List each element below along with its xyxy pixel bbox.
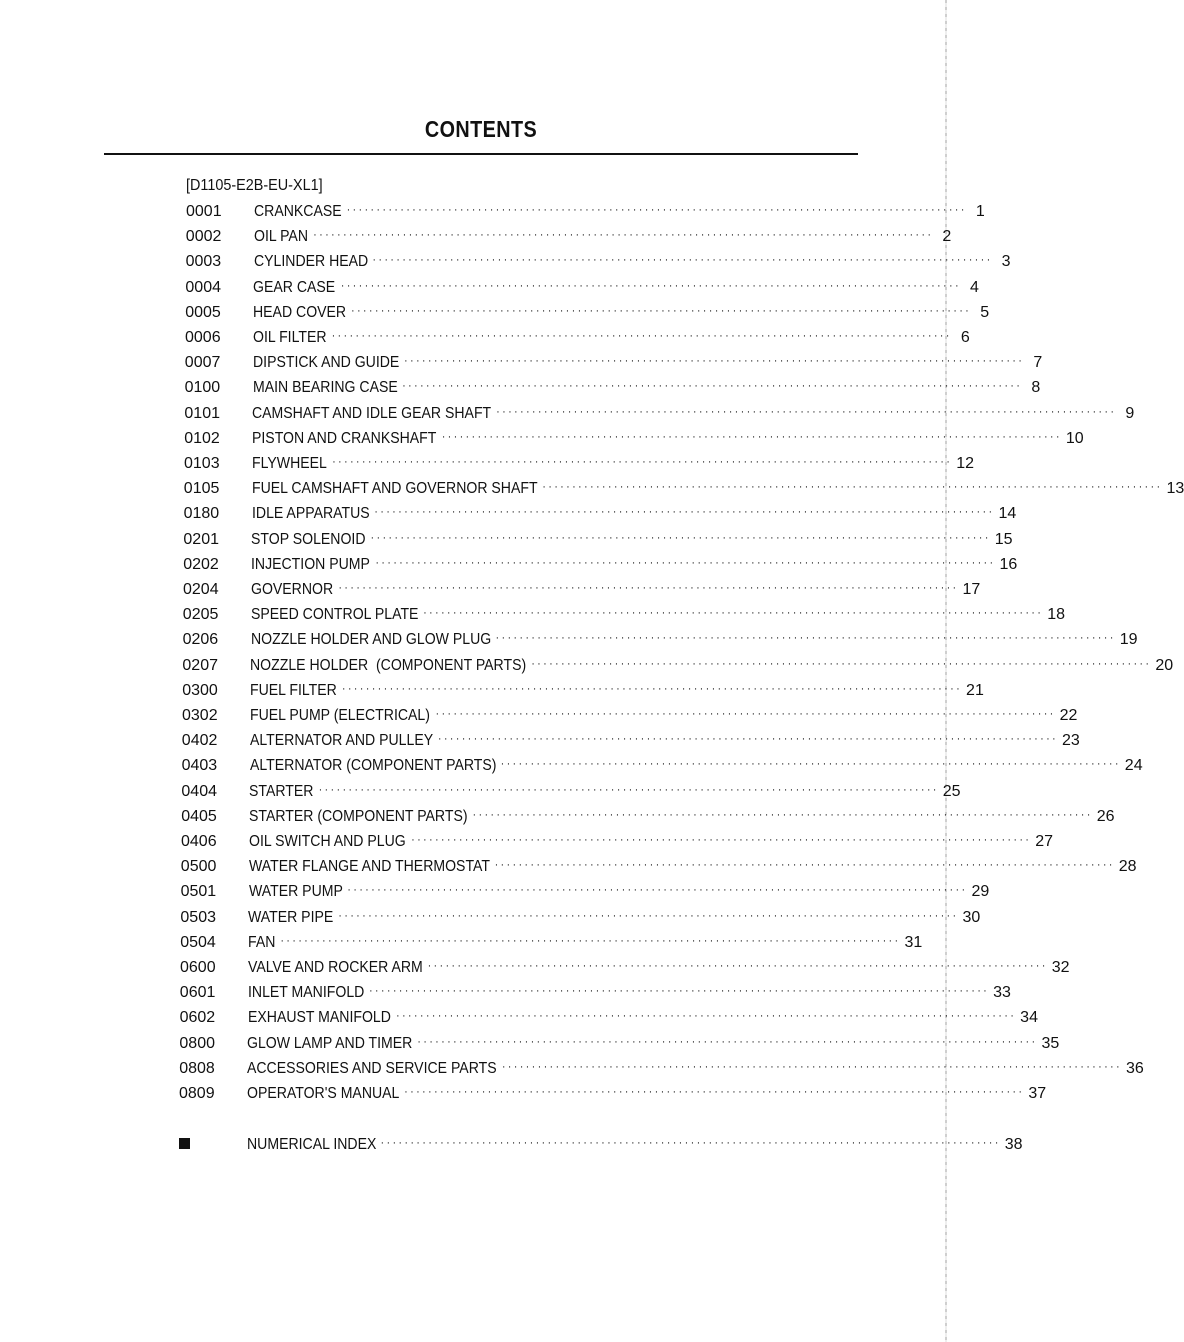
entry-page: 27 — [1035, 833, 1054, 850]
entry-label: GOVERNOR — [251, 581, 334, 598]
entry-label: GLOW LAMP AND TIMER — [247, 1034, 413, 1052]
entry-leader — [250, 732, 1062, 750]
leader-dots: ········································································································ — [500, 758, 1121, 771]
entry-leader — [251, 556, 999, 574]
entry-code: 0005 — [185, 303, 221, 321]
leader-dots: ········································································································ — [347, 884, 968, 897]
entry-page: 4 — [970, 278, 979, 296]
entry-code: 0501 — [180, 883, 217, 901]
entry-code: 0201 — [183, 530, 219, 548]
toc-entry — [183, 530, 1013, 553]
entry-leader — [254, 203, 971, 221]
page-title: CONTENTS — [424, 116, 538, 142]
toc-entry — [179, 1085, 1047, 1107]
entry-page: 30 — [962, 908, 981, 926]
entry-code: 0402 — [181, 732, 218, 750]
entry-leader — [251, 531, 994, 549]
entry-code: 0404 — [181, 782, 217, 800]
entry-label: VALVE AND ROCKER ARM — [248, 959, 423, 976]
leader-dots: ········································································································ — [496, 405, 1117, 418]
black-square-bullet-icon — [179, 1138, 190, 1149]
entry-page: 24 — [1124, 757, 1143, 775]
entry-page: 18 — [1047, 606, 1066, 624]
entry-leader — [250, 657, 1155, 675]
toc-entry — [182, 606, 1066, 628]
leader-dots: ········································································································ — [427, 960, 1048, 972]
entry-label: OIL PAN — [253, 228, 308, 246]
leader-dots: ········································································································ — [338, 582, 959, 594]
entry-page: 33 — [993, 984, 1011, 1002]
entry-label: ALTERNATOR AND PULLEY — [249, 732, 433, 750]
entry-leader — [253, 279, 965, 297]
entry-page: 2 — [942, 228, 952, 246]
entry-page: 15 — [994, 530, 1013, 548]
toc-entry — [179, 1059, 1144, 1082]
entry-page: 19 — [1119, 631, 1138, 649]
entry-leader — [252, 455, 956, 473]
entry-page: 31 — [904, 933, 923, 951]
entry-page: 20 — [1155, 656, 1174, 674]
entry-page: 35 — [1041, 1034, 1060, 1052]
entry-code: 0001 — [186, 203, 222, 220]
entry-page: 14 — [998, 505, 1017, 523]
leader-dots: ········································································································ — [380, 1137, 1001, 1149]
entry-label: FUEL PUMP (ELECTRICAL) — [250, 707, 430, 724]
toc-entry — [181, 833, 1054, 855]
leader-dots: ········································································································ — [338, 909, 959, 922]
entry-leader — [247, 1060, 1126, 1078]
index-label: NUMERICAL INDEX — [246, 1136, 376, 1153]
entry-code: 0808 — [179, 1059, 215, 1077]
entry-page: 3 — [1001, 253, 1011, 271]
toc-entry — [180, 883, 990, 905]
entry-page: 7 — [1033, 354, 1043, 372]
toc-entry — [181, 807, 1115, 830]
title-rule — [104, 153, 858, 155]
entry-leader — [250, 682, 966, 700]
index-bullet — [179, 1136, 247, 1154]
toc-entry — [179, 1034, 1060, 1057]
toc-entry — [179, 1009, 1038, 1031]
entry-code: 0405 — [181, 807, 217, 825]
leader-dots: ········································································································ — [404, 355, 1025, 368]
entry-code: 0403 — [181, 757, 218, 775]
entry-label: EXHAUST MANIFOLD — [247, 1009, 391, 1027]
entry-label: OPERATOR'S MANUAL — [247, 1085, 400, 1102]
leader-dots: ········································································································ — [332, 456, 953, 468]
entry-code: 0504 — [180, 933, 216, 951]
entry-leader — [253, 379, 1027, 397]
toc-entry — [184, 404, 1135, 427]
entry-code: 0202 — [183, 555, 219, 573]
leader-dots: ········································································································ — [495, 632, 1116, 645]
entry-label: NOZZLE HOLDER AND GLOW PLUG — [250, 631, 491, 649]
entry-page: 21 — [966, 681, 984, 699]
entry-code: 0601 — [179, 984, 216, 1002]
entry-code: 0103 — [184, 455, 220, 472]
leader-dots: ········································································································ — [437, 733, 1059, 746]
entry-code: 0302 — [182, 707, 218, 724]
entry-label: WATER FLANGE AND THERMOSTAT — [248, 858, 490, 876]
leader-dots: ········································································································ — [441, 430, 1062, 443]
index-page: 38 — [1004, 1136, 1023, 1153]
leader-dots: ········································································································ — [494, 859, 1115, 872]
entry-code: 0204 — [183, 581, 219, 598]
entry-page: 32 — [1051, 959, 1070, 976]
entry-leader — [248, 1009, 1021, 1027]
entry-leader — [254, 253, 997, 271]
entry-label: WATER PUMP — [248, 883, 343, 901]
entry-label: OIL FILTER — [253, 329, 327, 346]
entry-page: 25 — [942, 782, 961, 800]
entry-page: 37 — [1028, 1085, 1047, 1102]
toc-entry — [185, 278, 979, 301]
toc-entry — [185, 253, 1011, 275]
entry-code: 0105 — [183, 480, 220, 498]
toc-entry — [185, 329, 970, 351]
entry-code: 0600 — [180, 959, 216, 976]
entry-label: GEAR CASE — [253, 278, 336, 296]
entry-page: 8 — [1031, 379, 1041, 397]
toc-entry — [183, 555, 1018, 578]
entry-leader — [247, 1085, 1028, 1103]
leader-dots: ········································································································ — [531, 657, 1152, 670]
entry-label: STARTER (COMPONENT PARTS) — [249, 807, 468, 825]
leader-dots: ········································································································ — [368, 985, 990, 998]
entry-leader — [251, 631, 1120, 649]
entry-label: IDLE APPARATUS — [251, 505, 370, 523]
entry-leader — [253, 354, 1028, 372]
toc-entry — [183, 505, 1017, 527]
entry-label: CYLINDER HEAD — [253, 253, 368, 271]
entry-leader — [249, 808, 1097, 826]
entry-code: 0500 — [180, 858, 217, 876]
entry-label: FAN — [248, 933, 276, 951]
entry-page: 22 — [1059, 707, 1078, 724]
entry-label: ALTERNATOR (COMPONENT PARTS) — [249, 757, 497, 775]
toc-entry — [184, 455, 975, 477]
entry-page: 6 — [960, 329, 970, 346]
entry-code: 0007 — [184, 354, 221, 372]
entry-label: CRANKCASE — [254, 203, 342, 220]
toc-entry — [185, 303, 990, 326]
entry-page: 9 — [1125, 404, 1135, 422]
entry-leader — [252, 480, 1167, 498]
toc-entry — [180, 908, 981, 931]
toc-entry — [184, 429, 1084, 452]
entry-code: 0101 — [184, 404, 220, 422]
entry-leader — [253, 304, 975, 322]
toc-entry — [181, 732, 1080, 754]
entry-label: PISTON AND CRANKSHAFT — [252, 429, 437, 447]
entry-leader — [249, 783, 942, 801]
leader-dots: ········································································································ — [542, 481, 1163, 494]
entry-page: 13 — [1166, 480, 1184, 498]
entry-page: 10 — [1065, 429, 1084, 447]
entry-leader — [248, 959, 1052, 977]
entry-leader — [252, 430, 1066, 448]
leader-dots: ········································································································ — [404, 1086, 1025, 1098]
entry-leader — [248, 934, 904, 952]
toc-entry — [184, 354, 1043, 376]
entry-page: 28 — [1118, 858, 1137, 876]
leader-dots: ········································································································ — [396, 1010, 1017, 1023]
entry-code: 0006 — [185, 329, 221, 346]
entry-label: WATER PIPE — [248, 908, 334, 926]
entry-leader — [248, 984, 993, 1002]
entry-page: 17 — [962, 581, 981, 598]
entry-page: 5 — [980, 303, 990, 321]
leader-dots: ········································································································ — [341, 682, 963, 695]
entry-page: 23 — [1062, 732, 1080, 750]
entry-code: 0100 — [184, 379, 221, 397]
toc-entry — [186, 203, 985, 225]
toc-entry — [182, 681, 984, 704]
entry-label: STOP SOLENOID — [251, 530, 366, 548]
toc-entry — [182, 656, 1174, 679]
leader-dots: ········································································································ — [372, 254, 993, 267]
leader-dots: ········································································································ — [313, 229, 934, 242]
entry-leader — [249, 833, 1035, 851]
toc-entry — [179, 984, 1011, 1006]
leader-dots: ········································································································ — [423, 607, 1044, 620]
toc-entry — [180, 933, 923, 956]
entry-code: 0300 — [182, 681, 218, 699]
entry-code: 0503 — [180, 908, 216, 926]
toc-entry — [183, 480, 1184, 502]
toc-entry — [184, 379, 1041, 401]
entry-leader — [254, 228, 938, 246]
entry-page: 36 — [1126, 1059, 1144, 1077]
entry-code: 0002 — [185, 228, 222, 246]
toc-entry — [181, 782, 961, 805]
toc-entry — [185, 228, 952, 250]
entry-label: FUEL FILTER — [250, 681, 338, 699]
entry-leader — [251, 581, 963, 599]
leader-dots: ········································································································ — [280, 934, 901, 947]
leader-dots: ········································································································ — [350, 304, 972, 317]
entry-code: 0205 — [182, 606, 219, 624]
entry-page: 34 — [1020, 1009, 1038, 1027]
entry-label: INLET MANIFOLD — [247, 984, 365, 1002]
leader-dots: ········································································································ — [346, 204, 967, 216]
entry-leader — [251, 606, 1047, 624]
entry-leader — [250, 757, 1125, 775]
entry-label: STARTER — [249, 782, 314, 800]
entry-code: 0207 — [182, 656, 218, 674]
entry-label: SPEED CONTROL PLATE — [250, 606, 419, 624]
entry-leader — [249, 883, 972, 901]
entry-label: NOZZLE HOLDER (COMPONENT PARTS) — [250, 656, 527, 674]
leader-dots: ········································································································ — [331, 330, 952, 342]
entry-label: INJECTION PUMP — [251, 555, 371, 573]
entry-code: 0102 — [184, 429, 220, 447]
entry-page: 16 — [999, 555, 1018, 573]
entry-leader — [250, 707, 1060, 725]
leader-dots: ········································································································ — [402, 380, 1023, 393]
entry-page: 26 — [1096, 807, 1115, 825]
leader-dots: ········································································································ — [318, 783, 939, 796]
entry-code: 0602 — [179, 1009, 216, 1027]
entry-leader — [247, 1136, 1005, 1154]
entry-code: 0406 — [181, 833, 217, 850]
toc-entry — [181, 757, 1143, 779]
entry-code: 0004 — [185, 278, 221, 296]
entry-code: 0180 — [183, 505, 220, 523]
entry-code: 0206 — [182, 631, 219, 649]
toc-entry — [180, 959, 1070, 981]
numerical-index-entry — [179, 1136, 1023, 1158]
leader-dots: ········································································································ — [374, 506, 995, 519]
leader-dots: ········································································································ — [340, 279, 961, 292]
entry-label: MAIN BEARING CASE — [252, 379, 398, 397]
toc-entry — [183, 581, 981, 603]
entry-page: 29 — [971, 883, 990, 901]
toc-entry — [182, 707, 1078, 729]
leader-dots: ········································································································ — [375, 556, 996, 569]
model-designation: [D1105-E2B-EU-XL1] — [186, 177, 323, 194]
entry-page: 1 — [975, 203, 985, 220]
entry-leader — [253, 329, 956, 347]
toc-entry — [180, 858, 1137, 880]
entry-code: 0809 — [179, 1085, 215, 1102]
entry-leader — [247, 1035, 1041, 1053]
leader-dots: ········································································································ — [435, 708, 1056, 720]
entry-label: ACCESSORIES AND SERVICE PARTS — [247, 1059, 497, 1077]
entry-code: 0800 — [179, 1034, 215, 1052]
leader-dots: ········································································································ — [417, 1035, 1038, 1048]
entry-leader — [252, 405, 1120, 423]
entry-page: 12 — [956, 455, 975, 472]
entry-leader — [252, 505, 999, 523]
entry-label: DIPSTICK AND GUIDE — [252, 354, 400, 372]
entry-label: FUEL CAMSHAFT AND GOVERNOR SHAFT — [251, 480, 538, 498]
entry-label: HEAD COVER — [253, 303, 347, 321]
leader-dots: ········································································································ — [501, 1060, 1122, 1073]
leader-dots: ········································································································ — [411, 834, 1032, 846]
entry-label: CAMSHAFT AND IDLE GEAR SHAFT — [252, 404, 492, 422]
toc-entry — [182, 631, 1138, 653]
entry-leader — [248, 909, 962, 927]
entry-leader — [249, 858, 1119, 876]
leader-dots: ········································································································ — [472, 808, 1093, 821]
entry-label: OIL SWITCH AND PLUG — [249, 833, 406, 850]
entry-label: FLYWHEEL — [252, 455, 327, 472]
leader-dots: ········································································································ — [370, 531, 991, 544]
entry-code: 0003 — [185, 253, 222, 271]
